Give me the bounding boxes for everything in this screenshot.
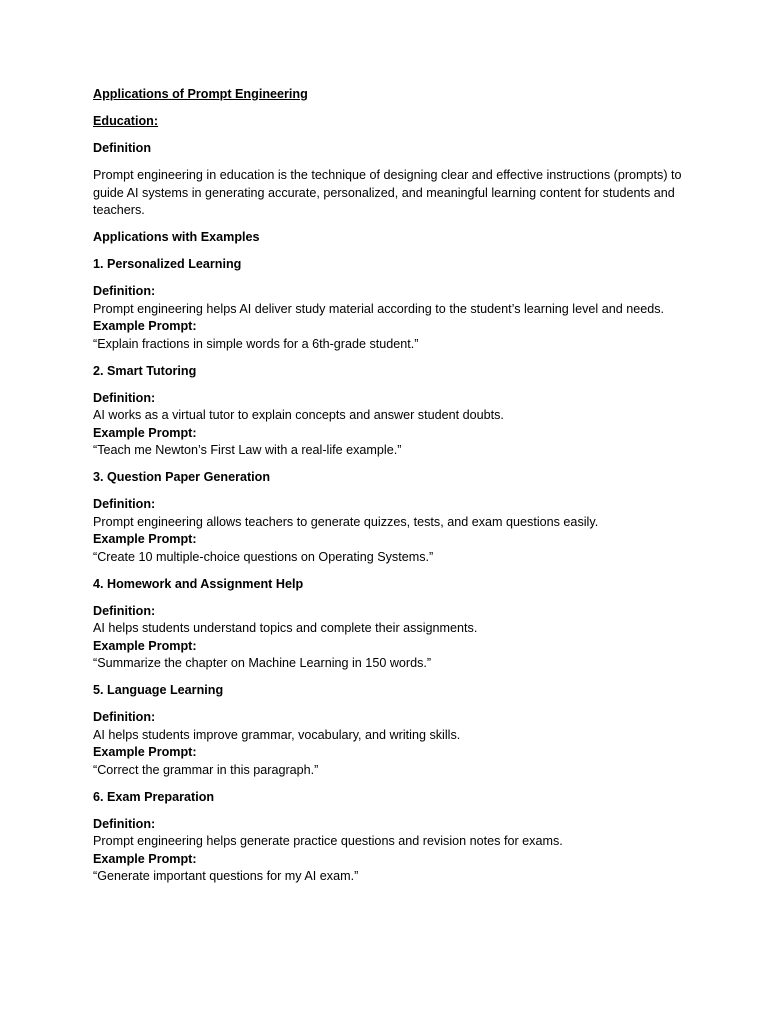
definition-text: Prompt engineering helps AI deliver study material according to the student’s learning level and needs. [93,301,665,316]
definition-label: Definition: [93,497,156,511]
definition-text: AI works as a virtual tutor to explain concepts and answer student doubts. [93,408,504,422]
application-body [93,816,683,886]
example-text: “Teach me Newton’s First Law with a real-life example.” [93,443,402,457]
application-item [93,256,683,353]
application-body [93,496,683,566]
application-list [93,256,683,886]
application-heading: 1. Personalized Learning [93,257,242,271]
example-text: “Generate important questions for my AI exam.” [93,869,359,883]
application-heading: 5. Language Learning [93,683,224,697]
definition-label: Definition: [93,603,156,618]
example-text: “Create 10 multiple-choice questions on Operating Systems.” [93,549,434,564]
application-heading: 2. Smart Tutoring [93,363,197,378]
definition-label: Definition: [93,390,156,405]
application-body [93,603,683,673]
application-body [93,283,683,353]
example-label: Example Prompt: [93,532,197,546]
application-body [93,709,683,779]
definition-paragraph: Prompt engineering in education is the technique of designing clear and effective instructions (prompts) to guide AI systems in generating accurate, personalized, and meaningful learning content for students and teachers. [93,168,682,217]
application-item [93,682,683,779]
section-heading: Education: [93,114,159,128]
document-title: Applications of Prompt Engineering [93,87,308,101]
definition-text: AI helps students understand topics and complete their assignments. [93,621,478,635]
application-item [93,789,683,886]
definition-label: Definition: [93,710,156,724]
definition-heading: Definition [93,141,152,155]
definition-label: Definition: [93,284,156,298]
example-text: “Explain fractions in simple words for a 6th-grade student.” [93,336,419,351]
example-text: “Summarize the chapter on Machine Learning in 150 words.” [93,656,432,670]
example-label: Example Prompt: [93,638,197,653]
example-label: Example Prompt: [93,851,197,866]
application-body [93,390,683,460]
definition-text: Prompt engineering helps generate practice questions and revision notes for exams. [93,834,563,848]
example-label: Example Prompt: [93,425,197,440]
definition-text: AI helps students improve grammar, vocabulary, and writing skills. [93,727,461,742]
application-heading: 6. Exam Preparation [93,789,215,804]
application-heading: 4. Homework and Assignment Help [93,576,304,591]
application-item [93,576,683,673]
application-item [93,469,683,566]
definition-text: Prompt engineering allows teachers to generate quizzes, tests, and exam questions easily. [93,514,599,529]
application-item [93,363,683,460]
example-label: Example Prompt: [93,319,197,333]
example-text: “Correct the grammar in this paragraph.” [93,762,319,777]
application-heading: 3. Question Paper Generation [93,470,271,484]
example-label: Example Prompt: [93,745,197,759]
examples-heading: Applications with Examples [93,230,260,244]
document-page [93,86,683,895]
definition-label: Definition: [93,816,156,831]
